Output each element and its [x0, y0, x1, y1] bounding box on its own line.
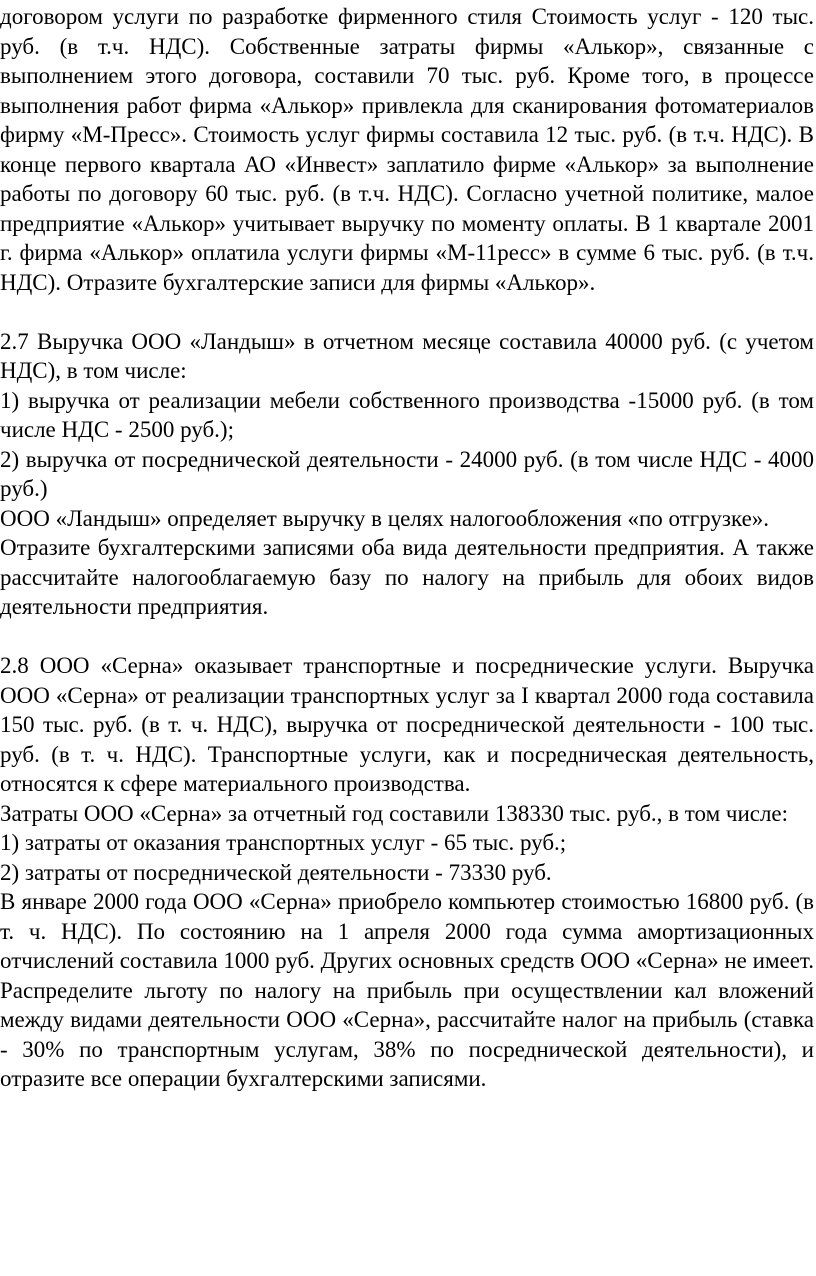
paragraph-task-2-7-intro: 2.7 Выручка ООО «Ландыш» в отчетном месяце составила 40000 руб. (с учетом НДС), в том числе: [0, 328, 814, 383]
paragraph-task-2-8-intro: 2.8 ООО «Серна» оказывает транспортные и посреднические услуги. Выручка ООО «Серна» от реализации транспортных услуг за I квартал 2000 года составила 150 тыс. руб. (в т. ч. НДС), выручка от посреднической деятельности - 100 тыс. руб. (в т. ч. НДС). Транспортные услуги, как и посредническая деятельность, относятся к сфере материального производства. [0, 653, 814, 796]
paragraph-task-2-8-instruction: В январе 2000 года ООО «Серна» приобрело компьютер стоимостью 16800 руб. (в т. ч. НДС). По состоянию на 1 апреля 2000 года сумма амортизационных отчислений составила 1000 руб. Других основных средств ООО «Серна» не имеет. Распределите льготу по налогу на прибыль при осуществлении кал вложений между видами деятельности ООО «Серна», рассчитайте налог на прибыль (ставка - 30% по транспортным услугам, 38% по посреднической деятельности), и отразите все операции бухгалтерскими записями. [0, 889, 814, 1091]
paragraph-task-2-7-item-1: 1) выручка от реализации мебели собственного производства -15000 руб. (в том числе НДС - 2500 руб.); [0, 387, 814, 442]
paragraph-task-2-8-costs: Затраты ООО «Серна» за отчетный год составили 138330 тыс. руб., в том числе: [0, 800, 789, 826]
paragraph-task-2-8-item-2: 2) затраты от посреднической деятельности - 73330 руб. [0, 859, 552, 885]
paragraph-task-2-8-item-1: 1) затраты от оказания транспортных услуг - 65 тыс. руб.; [0, 830, 567, 855]
paragraph-task-2-7-item-2: 2) выручка от посреднической деятельности - 24000 руб. (в том числе НДС - 4000 руб.) [0, 446, 814, 501]
paragraph-task-2-7-instruction: Отразите бухгалтерскими записями оба вида деятельности предприятия. А также рассчитайте налогооблагаемую базу по налогу на прибыль для обоих видов деятельности предприятия. [0, 535, 814, 619]
blank-line [0, 297, 814, 327]
paragraph-task-2-7-policy: ООО «Ландыш» определяет выручку в целях налогообложения «по отгрузке». [0, 505, 770, 531]
blank-line [0, 622, 814, 652]
paragraph-alkor-task: договором услуги по разработке фирменного стиля Стоимость услуг - 120 тыс. руб. (в т.ч. НДС). Собственные затраты фирмы «Алькор», связанные с выполнением этого договора, составили 70 тыс. руб. Кроме того, в процессе выполнения работ фирма «Алькор» привлекла для сканирования фотоматериалов фирму «М-Пресс». Стоимость услуг фирмы составила 12 тыс. руб. (в т.ч. НДС). В конце первого квартала АО «Инвест» заплатило фирме «Алькор» за выполнение работы по договору 60 тыс. руб. (в т.ч. НДС). Согласно учетной политике, малое предприятие «Алькор» учитывает выручку по моменту оплаты. В 1 квартале 2001 г. фирма «Алькор» оплатила услуги фирмы «М-11ресс» в сумме 6 тыс. руб. (в т.ч. НДС). Отразите бухгалтерские записи для фирмы «Алькор». [0, 4, 814, 295]
